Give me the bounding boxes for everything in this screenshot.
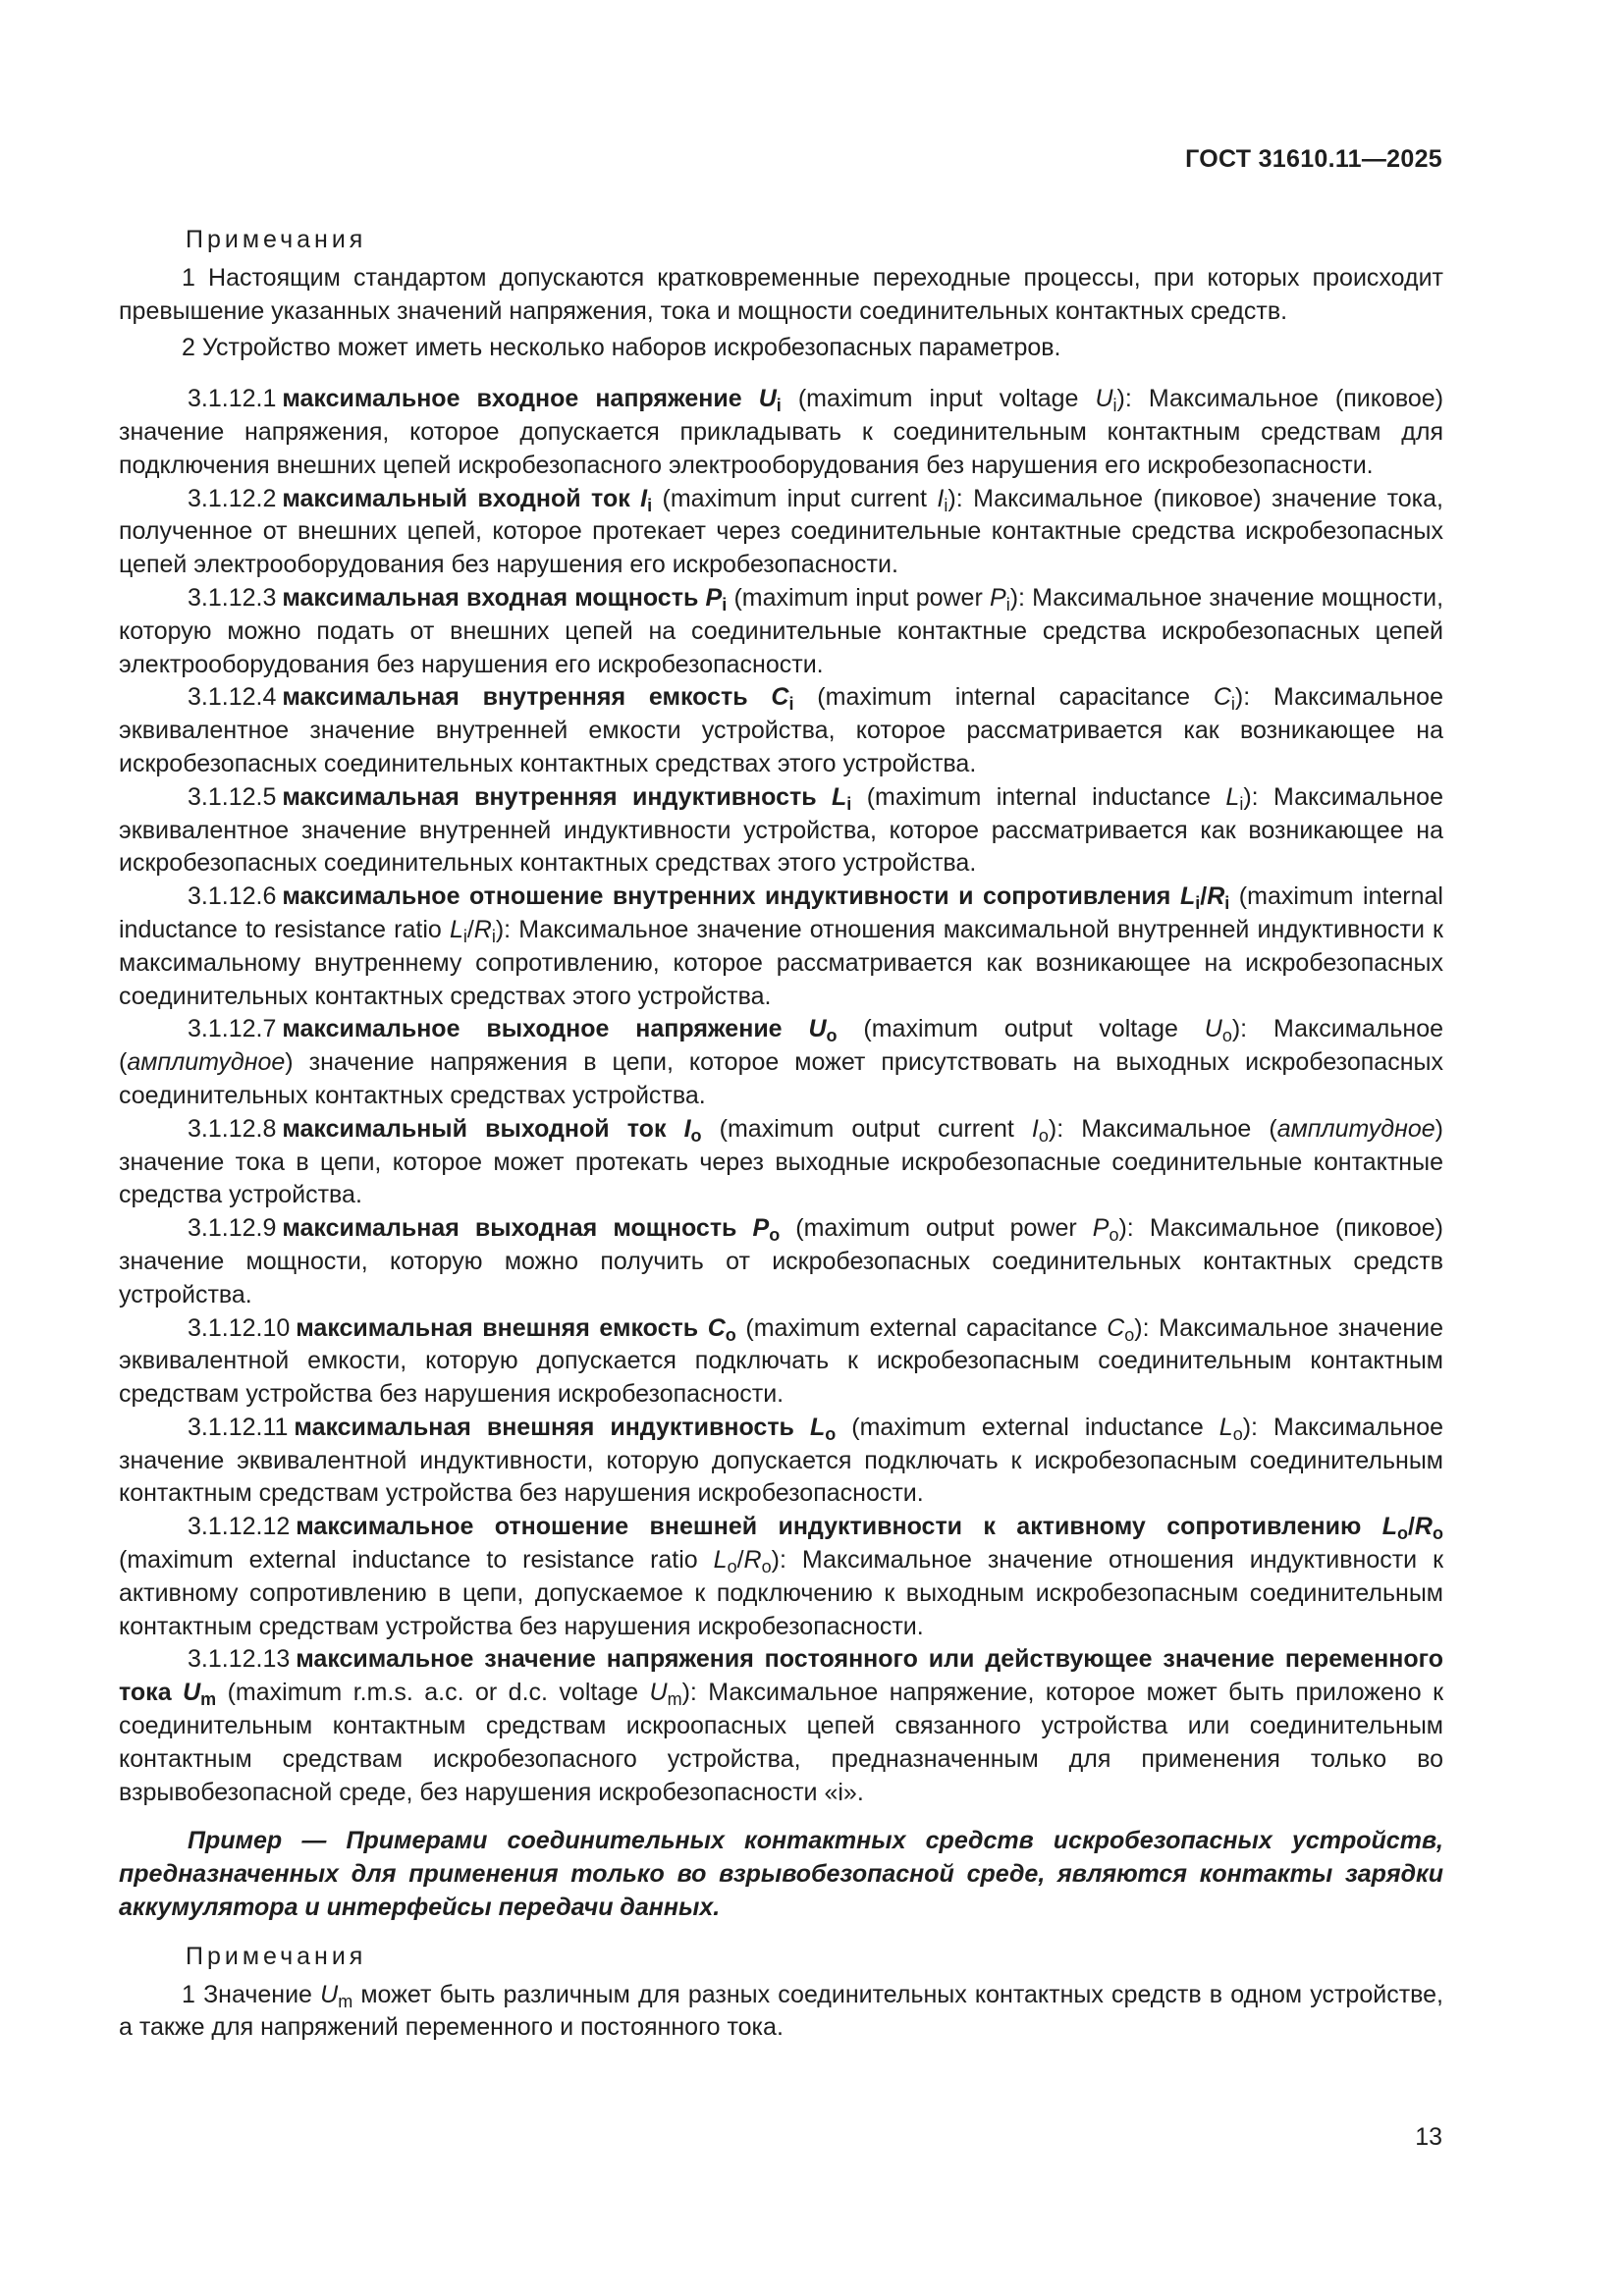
standard-designation: ГОСТ 31610.11—2025 (1185, 145, 1442, 173)
english-term-close: ): (1048, 1114, 1082, 1143)
english-term: (maximum input voltage (797, 385, 1096, 413)
definition-term: максимальное значение напряжения постоянного или действующее значение переменного тока (119, 1645, 1443, 1707)
english-term-close: ): (1242, 1413, 1273, 1441)
term-symbol: L (1381, 1513, 1397, 1541)
definition-term: максимальная внутренняя емкость (282, 683, 748, 712)
term-symbol-subscript: o (725, 1324, 736, 1345)
term-symbol-subscript: i (1195, 893, 1201, 914)
english-symbol: C (1107, 1313, 1125, 1342)
english-symbol: L (1225, 782, 1240, 811)
definition-text: Максимальное значение эквивалентной емкости, которую допускается подключать к искробезопасным соединительным контактным средствам устройства без нарушения искробезопасности. (119, 1313, 1443, 1409)
term-symbol-subscript: m (200, 1689, 217, 1710)
definition-item (119, 483, 1443, 582)
definitions-list (119, 383, 1443, 1809)
english-symbol: I (1031, 1114, 1039, 1143)
english-symbol: L (1218, 1413, 1233, 1441)
term-symbol-subscript: i (776, 396, 782, 416)
term-symbol-subscript: o (1432, 1523, 1443, 1544)
definition-number: 3.1.12.6 (188, 882, 277, 911)
definition-text: Максимальное (пиковое) значение напряжения, которое допускается прикладывать к соединительным контактным средствам для подключения внешних цепей искробезопасного электрооборудования без нарушения его искробезопасности. (119, 385, 1444, 479)
definition-text: Максимальное (пиковое) значение мощности, которую можно получить от искробезопасных соединительных контактных средств устройства. (119, 1214, 1443, 1308)
english-term-close: ): (771, 1546, 802, 1575)
english-term-close: ): (495, 915, 519, 943)
definition-text: Максимальное значение отношения максимальной внутренней индуктивности к максимальному внутреннему сопротивлению, которое рассматривается как возникающее на искробезопасных соединительных контактных средствах этого устройства. (119, 915, 1443, 1010)
definition-number: 3.1.12.9 (188, 1214, 277, 1243)
definition-text: ) значение напряжения в цепи, которое может присутствовать на выходных искробезопасных соединительных контактных средствах устройства. (119, 1048, 1443, 1109)
english-term: (maximum r.m.s. a.c. or d.c. voltage (227, 1679, 650, 1707)
term-symbol: L (1179, 882, 1196, 911)
english-term: (maximum internal capacitance (817, 683, 1214, 712)
page-number: 13 (1415, 2123, 1442, 2151)
definition-item (119, 582, 1443, 681)
term-symbol: P (705, 583, 723, 612)
definition-number: 3.1.12.13 (188, 1645, 291, 1674)
term-symbol: U (808, 1015, 827, 1043)
definition-text: Максимальное значение эквивалентной индуктивности, которую допускается подключать к искробезопасным соединительным контактным средствам устройства без нарушения искробезопасности. (119, 1413, 1444, 1508)
definition-number: 3.1.12.12 (188, 1513, 291, 1541)
definition-text: Максимальное эквивалентное значение внутренней индуктивности устройства, которое рассматривается как возникающее на искробезопасных соединительных контактных средствах этого устройства. (119, 782, 1443, 878)
term-symbol-subscript: o (690, 1125, 702, 1146)
slash: / (1200, 882, 1208, 911)
english-symbol-subscript: o (1232, 1423, 1243, 1444)
definition-item (119, 681, 1443, 780)
english-term: (maximum input current (662, 484, 938, 512)
english-symbol: C (1213, 683, 1231, 712)
term-symbol: L (832, 782, 847, 811)
definition-term: максимальная внешняя емкость (296, 1313, 699, 1342)
english-term: (maximum input power (733, 583, 990, 612)
english-term-close: ): (1118, 1214, 1150, 1243)
english-symbol: L (449, 915, 463, 943)
english-symbol: P (990, 583, 1006, 612)
english-symbol: I (937, 484, 945, 512)
english-symbol-subscript: i (1112, 396, 1117, 416)
definition-number: 3.1.12.2 (188, 484, 277, 512)
definition-term: максимальное отношение внутренних индуктивности и сопротивления (282, 882, 1171, 911)
definition-number: 3.1.12.8 (188, 1114, 277, 1143)
definition-number: 3.1.12.7 (188, 1015, 277, 1043)
definition-text-emphasis: амплитудное (1276, 1114, 1435, 1143)
term-symbol: U (183, 1679, 201, 1707)
english-symbol-subscript: i (462, 926, 467, 946)
definition-number: 3.1.12.4 (188, 683, 277, 712)
definition-item: 3.1.12.6 максимальное отношение внутренних индуктивности и сопротивления $L_i/R_i$ (maximum internal inductance to resistance ratio $L_i/R_i$): Максимальное значение отношения максимальной внутренней индуктивности к максимальному внутреннему сопротивлению, которое рассматривается как возникающее на искробезопасных соединительных контактных средствах этого устройства. (119, 882, 1443, 1010)
english-term-close: ): (1234, 683, 1273, 712)
term-symbol-subscript: o (769, 1225, 781, 1246)
term-symbol-subscript: o (826, 1026, 838, 1046)
term-symbol: I (640, 484, 648, 512)
english-term: (maximum internal inductance to resistance ratio (119, 882, 1443, 943)
definition-text: Максимальное ( (1081, 1114, 1277, 1143)
definition-term: максимальная входная мощность (282, 583, 699, 612)
definition-number: 3.1.12.1 (188, 385, 277, 413)
english-term-close: ): (1009, 583, 1033, 612)
term-symbol-subscript: i (788, 694, 794, 715)
definition-number: 3.1.12.10 (188, 1313, 291, 1342)
definition-text-emphasis: амплитудное (127, 1048, 286, 1077)
note-item: 1 Значение $U_m$ может быть различным для разных соединительных контактных средств в одном устройстве, а также для напряжений переменного и постоянного тока. (119, 1980, 1443, 2042)
english-symbol: R (473, 915, 492, 943)
definition-term: максимальная внутренняя индуктивность (282, 782, 817, 811)
term-symbol: C (707, 1313, 726, 1342)
english-term-close: ): (947, 484, 974, 512)
definition-item (119, 1113, 1443, 1212)
english-symbol-subscript: o (1124, 1324, 1135, 1345)
term-symbol-subscript: i (647, 495, 653, 515)
definition-number: 3.1.12.3 (188, 583, 277, 612)
notes-heading: Примечания (186, 1942, 367, 1970)
english-symbol: U (1204, 1015, 1222, 1043)
english-symbol-subscript: m (667, 1689, 682, 1710)
definition-term: максимальное выходное напряжение (282, 1015, 783, 1043)
term-symbol: L (809, 1413, 826, 1441)
english-symbol-subscript: i (944, 495, 948, 515)
definition-text: Максимальное (пиковое) значение тока, полученное от внешних цепей, которое протекает через соединительные контактные средства искробезопасных цепей электрооборудования без нарушения его искробезопасности. (119, 484, 1444, 579)
english-term: (maximum external inductance (851, 1413, 1219, 1441)
definition-item (119, 1643, 1443, 1809)
english-symbol-subscript: i (1230, 694, 1235, 715)
english-term-close: ): (1116, 385, 1149, 413)
definition-term: максимальное отношение внешней индуктивности к активному сопротивлению (296, 1513, 1362, 1541)
slash: / (1407, 1513, 1415, 1541)
definition-text: Максимальное ( (119, 1015, 1444, 1077)
definition-text: Максимальное значение мощности, которую можно подать от внешних цепей на соединительные контактные средства искробезопасных цепей электрооборудования без нарушения его искробезопасности. (119, 583, 1444, 678)
definition-term: максимальная внешняя индуктивность (294, 1413, 794, 1441)
english-symbol: P (1092, 1214, 1110, 1243)
english-symbol: U (649, 1679, 668, 1707)
english-term-close: ): (1231, 1015, 1273, 1043)
term-symbol: U (758, 385, 777, 413)
english-symbol-subscript: o (1221, 1026, 1232, 1046)
definition-item (119, 1013, 1443, 1112)
example-paragraph: Пример — Примерами соединительных контактных средств искробезопасных устройств, предназначенных для применения только во взрывобезопасной среде, являются контакты зарядки аккумулятора и интерфейсы передачи данных. (119, 1827, 1443, 1922)
english-term: (maximum output current (719, 1114, 1032, 1143)
term-symbol: C (771, 683, 789, 712)
term-symbol: R (1414, 1513, 1433, 1541)
term-symbol: I (683, 1114, 691, 1143)
definition-text: Максимальное напряжение, которое может быть приложено к соединительным контактным средствам искроопасных цепей связанного устройства или соединительным контактным средствам искробезопасного устройства, предназначенным для применения только во взрывобезопасной среде, без нарушения искробезопасности «i». (119, 1679, 1444, 1806)
english-symbol-subscript: o (1109, 1225, 1119, 1246)
note-item: 2 Устройство может иметь несколько наборов искробезопасных параметров. (182, 334, 1061, 362)
definition-text: ) значение тока в цепи, которое может протекать через выходные искробезопасные соединительные контактные средства устройства. (119, 1114, 1443, 1209)
english-term: (maximum external inductance to resistance ratio (119, 1546, 714, 1575)
definition-term: максимальное входное напряжение (282, 385, 742, 413)
term-symbol: R (1207, 882, 1225, 911)
english-symbol-subscript: o (1038, 1125, 1049, 1146)
definition-item (119, 1412, 1443, 1511)
definition-item (119, 1212, 1443, 1311)
term-symbol-subscript: i (1224, 893, 1230, 914)
definition-item (119, 1312, 1443, 1412)
english-symbol-subscript: o (727, 1557, 737, 1577)
term-symbol-subscript: i (722, 594, 728, 614)
english-symbol-subscript: i (1239, 793, 1244, 814)
english-term: (maximum internal inductance (866, 782, 1226, 811)
definition-number: 3.1.12.11 (188, 1413, 289, 1441)
english-term-close: ): (681, 1679, 709, 1707)
english-symbol: U (1095, 385, 1113, 413)
definition-term: максимальная выходная мощность (282, 1214, 737, 1243)
english-term: (maximum output power (795, 1214, 1093, 1243)
definition-number: 3.1.12.5 (188, 782, 277, 811)
term-symbol: P (752, 1214, 770, 1243)
english-term-close: ): (1134, 1313, 1160, 1342)
english-symbol-subscript: i (1005, 594, 1010, 614)
definition-item: 3.1.12.12 максимальное отношение внешней индуктивности к активному сопротивлению $L_o/R_o$ (maximum external inductance to resistance ratio $L_o/R_o$): Максимальное значение отношения индуктивности к активному сопротивлению в цепи, допускаемое к подключению к выходным искробезопасным соединительным контактным средствам устройства без нарушения искробезопасности. (119, 1513, 1444, 1640)
english-term: (maximum output voltage (863, 1015, 1205, 1043)
term-symbol-subscript: o (1396, 1523, 1408, 1544)
english-term: (maximum external capacitance (745, 1313, 1108, 1342)
definition-item (119, 383, 1443, 482)
term-symbol-subscript: o (825, 1423, 837, 1444)
term-symbol-subscript: i (846, 793, 852, 814)
english-symbol-subscript: i (491, 926, 496, 946)
notes-heading: Примечания (186, 226, 367, 253)
definition-term: максимальный выходной ток (282, 1114, 667, 1143)
english-symbol: R (743, 1546, 762, 1575)
definition-text: Максимальное эквивалентное значение внутренней емкости устройства, которое рассматривается как возникающее на искробезопасных соединительных контактных средствах этого устройства. (119, 683, 1443, 777)
english-symbol-subscript: o (761, 1557, 772, 1577)
english-symbol: L (713, 1546, 728, 1575)
definition-text: Максимальное значение отношения индуктивности к активному сопротивлению в цепи, допускаемое к подключению к выходным искробезопасным соединительным контактным средствам устройства без нарушения искробезопасности. (119, 1546, 1444, 1640)
page-content (119, 224, 1443, 2045)
note-item: 1 Настоящим стандартом допускаются кратковременные переходные процессы, при которых происходит превышение указанных значений напряжения, тока и мощности соединительных контактных средств. (119, 263, 1443, 325)
definition-term: максимальный входной ток (282, 484, 630, 512)
english-term-close: ): (1243, 782, 1273, 811)
definition-item (119, 781, 1443, 881)
